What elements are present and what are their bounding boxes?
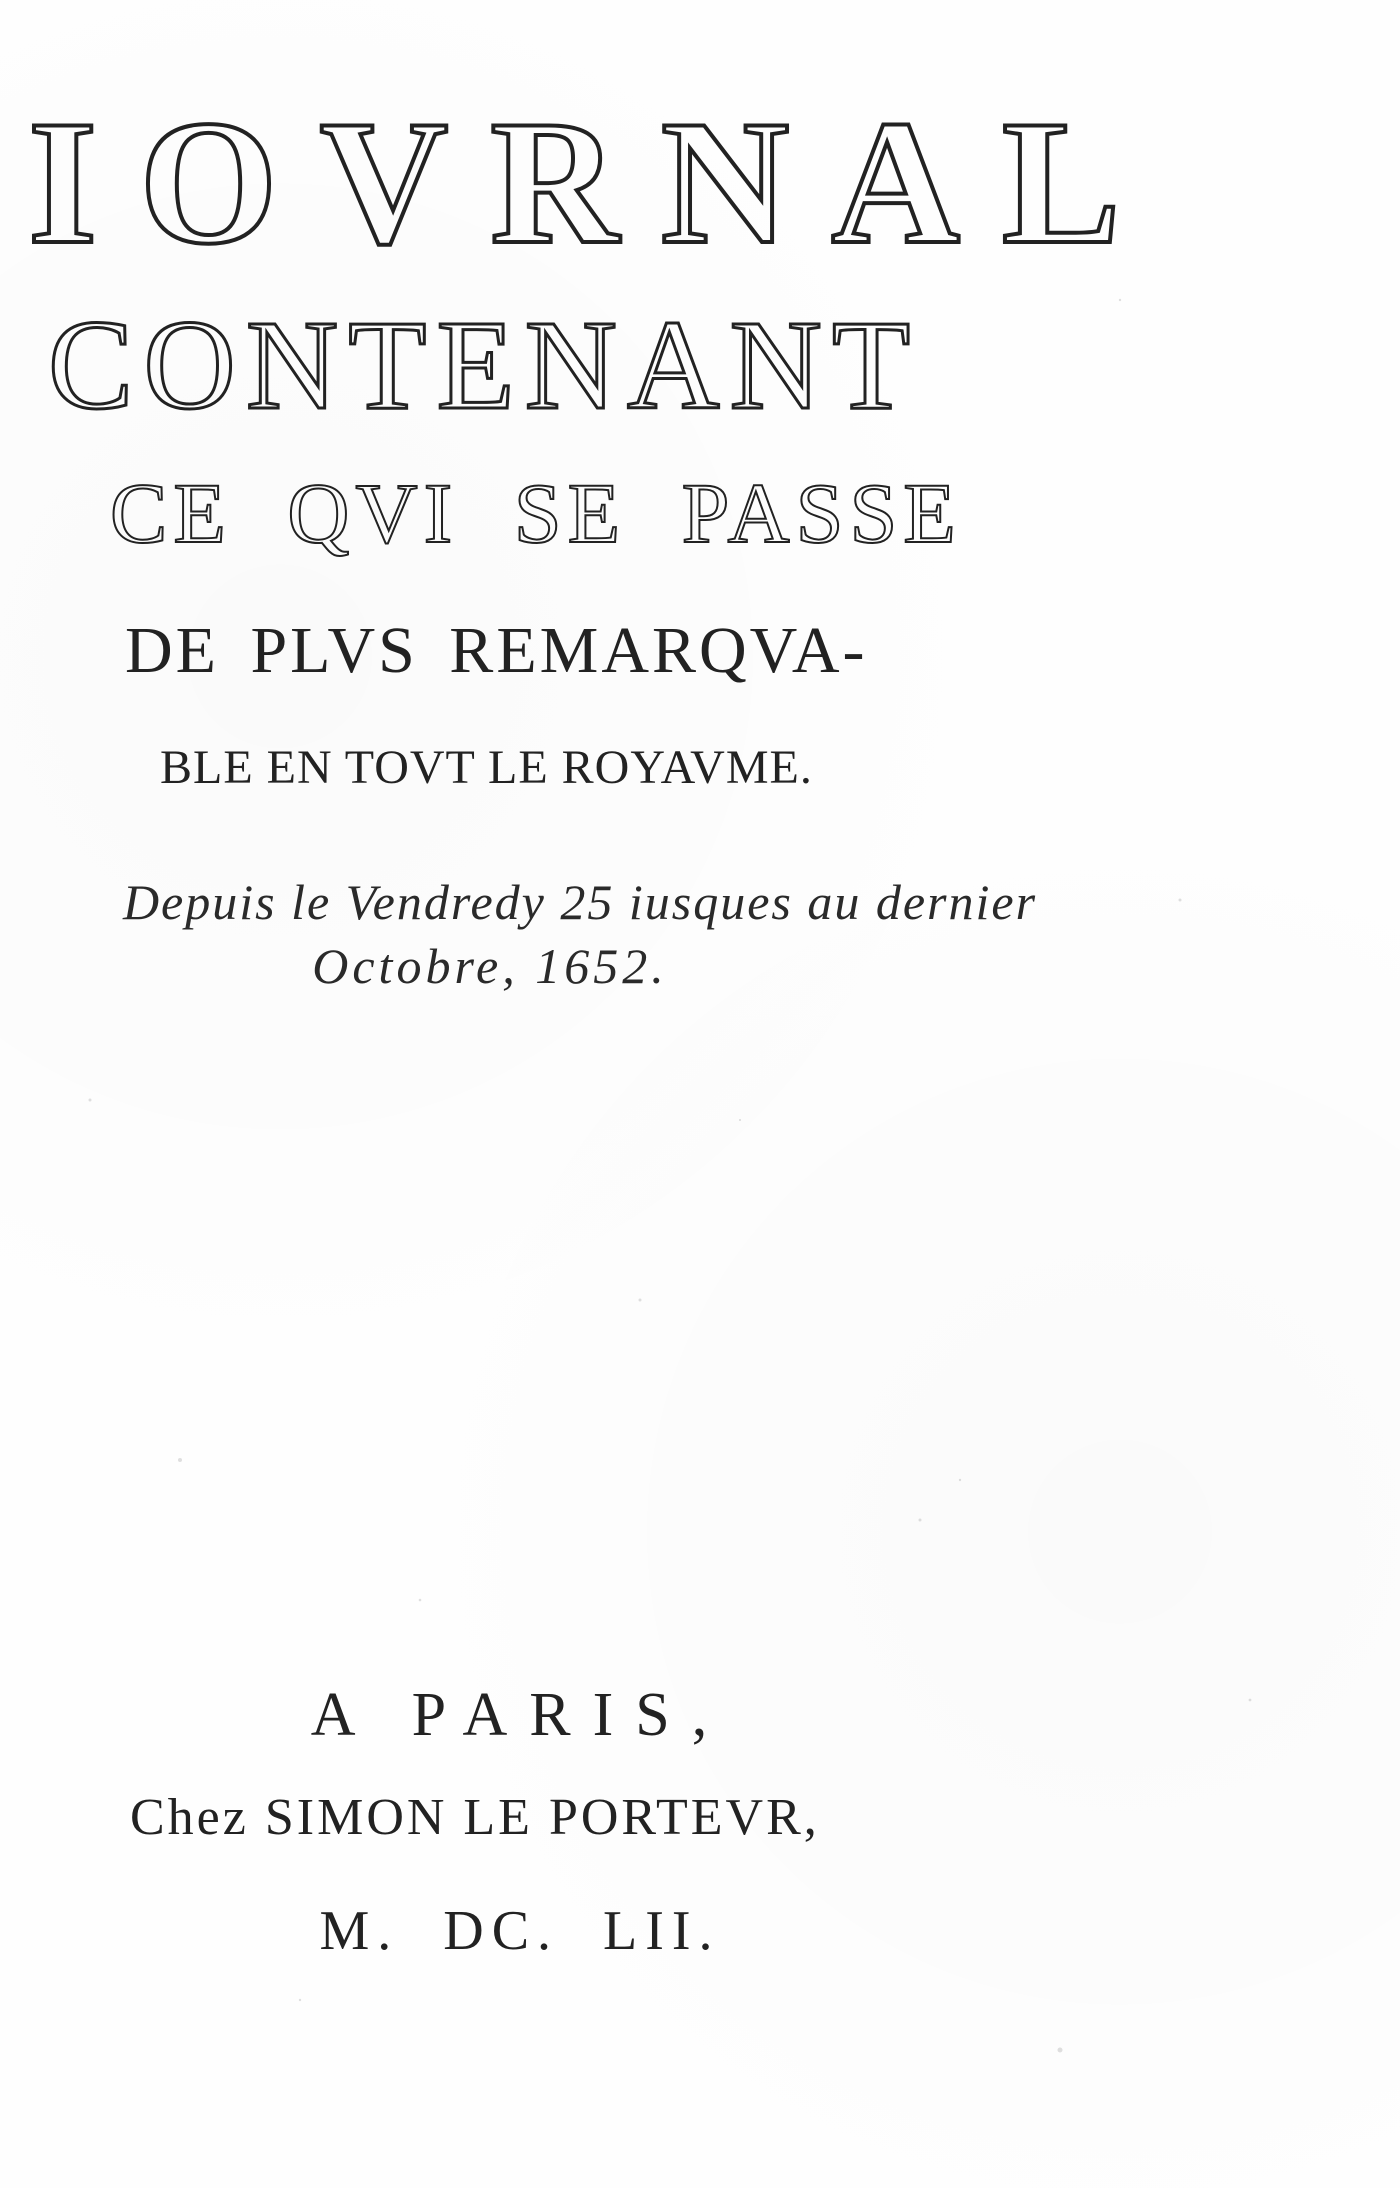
title-line-journal: IOVRNAL [28,83,1163,281]
date-line-2: Octobre, 1652. [312,938,668,994]
date-line-1: Depuis le Vendredy 25 iusques au dernier [122,874,1038,930]
imprint-printer: Chez SIMON LE PORTEVR, [130,1789,820,1846]
imprint-city: A PARIS, [310,1681,730,1749]
imprint-year: M. DC. LII. [319,1900,721,1962]
title-line-ce-qui-se-passe: CE QVI SE PASSE [110,465,962,561]
date-range [0,870,1120,998]
title-line-de-plus-remarqua: DE PLVS REMARQVA- [125,614,868,687]
title-line-ble-en-tout-le-royaume: BLE EN TOVT LE ROYAVME. [160,741,813,794]
title-line-contenant: CONTENANT [48,294,921,436]
